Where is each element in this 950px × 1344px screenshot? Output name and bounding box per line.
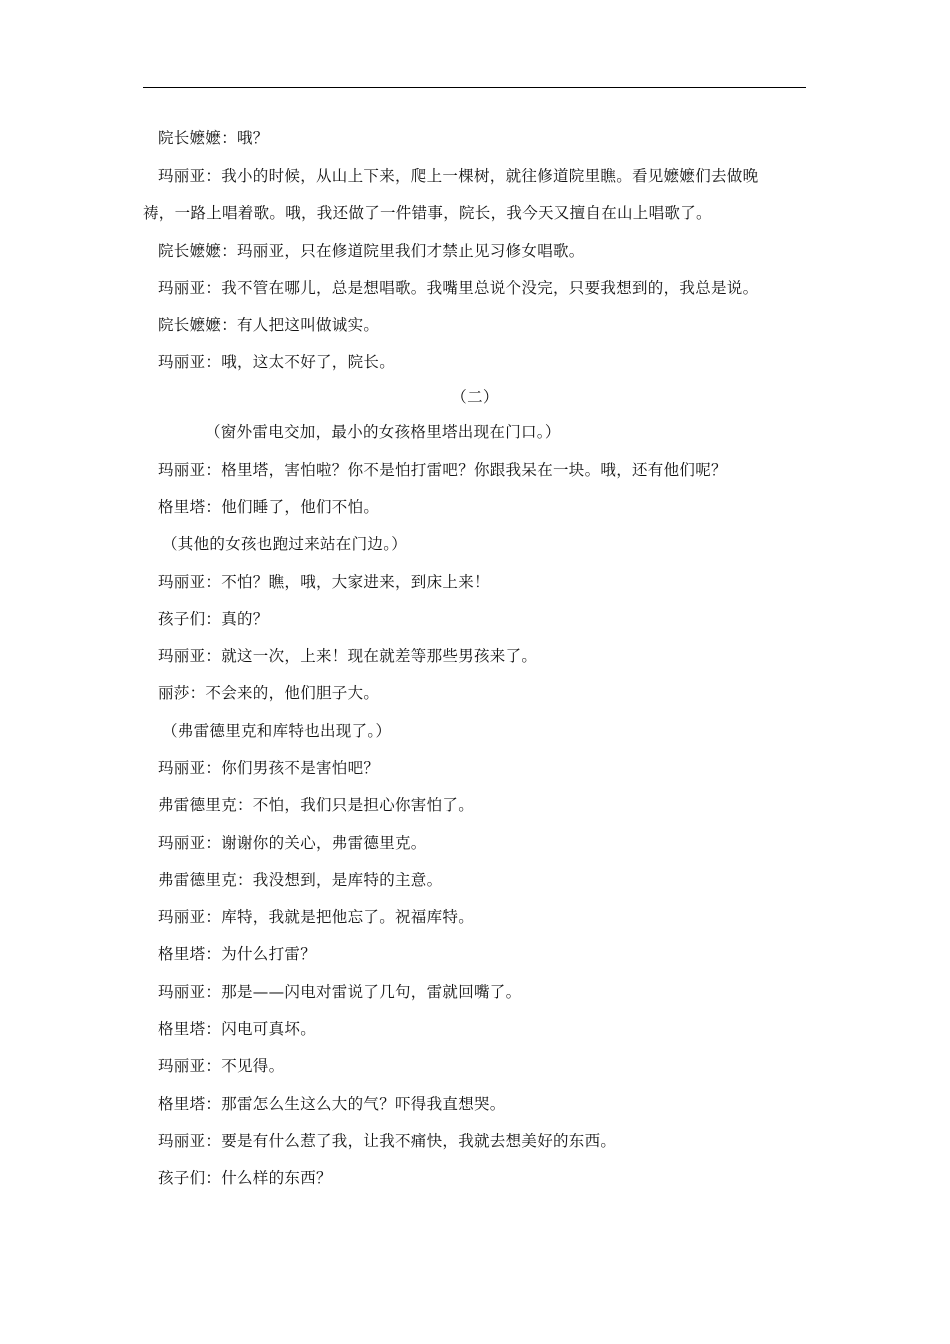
dialogue-line: 弗雷德里克：不怕，我们只是担心你害怕了。 <box>158 796 475 814</box>
dialogue-line: 格里塔：为什么打雷？ <box>158 945 317 963</box>
dialogue-line: 玛丽亚：哦，这太不好了，院长。 <box>158 353 396 371</box>
stage-direction: （弗雷德里克和库特也出现了。） <box>162 722 392 740</box>
header-rule <box>143 87 806 88</box>
dialogue-line: 玛丽亚：我小的时候，从山上下来，爬上一棵树，就往修道院里瞧。看见嬷嬷们去做晚 <box>158 167 759 185</box>
dialogue-line: 弗雷德里克：我没想到，是库特的主意。 <box>158 871 443 889</box>
dialogue-line: 玛丽亚：格里塔，害怕啦？你不是怕打雷吧？你跟我呆在一块。哦，还有他们呢？ <box>158 461 727 479</box>
dialogue-line: 玛丽亚：你们男孩不是害怕吧？ <box>158 759 380 777</box>
dialogue-line: 玛丽亚：谢谢你的关心，弗雷德里克。 <box>158 834 427 852</box>
dialogue-line: 院长嬷嬷：哦？ <box>158 129 269 147</box>
dialogue-line: 孩子们：真的？ <box>158 610 269 628</box>
dialogue-line: 格里塔：闪电可真坏。 <box>158 1020 317 1038</box>
dialogue-line: 玛丽亚：就这一次，上来！现在就差等那些男孩来了。 <box>158 647 538 665</box>
dialogue-line: 玛丽亚：不怕？瞧，哦，大家进来，到床上来！ <box>158 573 490 591</box>
dialogue-line: 玛丽亚：我不管在哪儿，总是想唱歌。我嘴里总说个没完，只要我想到的，我总是说。 <box>158 279 759 297</box>
dialogue-line: 孩子们：什么样的东西？ <box>158 1169 332 1187</box>
stage-direction: （窗外雷电交加，最小的女孩格里塔出现在门口。） <box>205 423 561 441</box>
dialogue-line: 院长嬷嬷：玛丽亚，只在修道院里我们才禁止见习修女唱歌。 <box>158 242 585 260</box>
dialogue-line: 玛丽亚：要是有什么惹了我，让我不痛快，我就去想美好的东西。 <box>158 1132 617 1150</box>
stage-direction: （其他的女孩也跑过来站在门边。） <box>162 535 408 553</box>
section-heading: （二） <box>451 388 499 406</box>
dialogue-line: 玛丽亚：不见得。 <box>158 1057 285 1075</box>
dialogue-line: 格里塔：那雷怎么生这么大的气？吓得我直想哭。 <box>158 1095 506 1113</box>
dialogue-line: 玛丽亚：库特，我就是把他忘了。祝福库特。 <box>158 908 475 926</box>
dialogue-line: 玛丽亚：那是——闪电对雷说了几句，雷就回嘴了。 <box>158 983 522 1001</box>
dialogue-line: 院长嬷嬷：有人把这叫做诚实。 <box>158 316 380 334</box>
dialogue-line: 丽莎：不会来的，他们胆子大。 <box>158 684 380 702</box>
dialogue-line-continuation: 祷，一路上唱着歌。哦，我还做了一件错事，院长，我今天又擅自在山上唱歌了。 <box>143 204 712 222</box>
dialogue-line: 格里塔：他们睡了，他们不怕。 <box>158 498 380 516</box>
